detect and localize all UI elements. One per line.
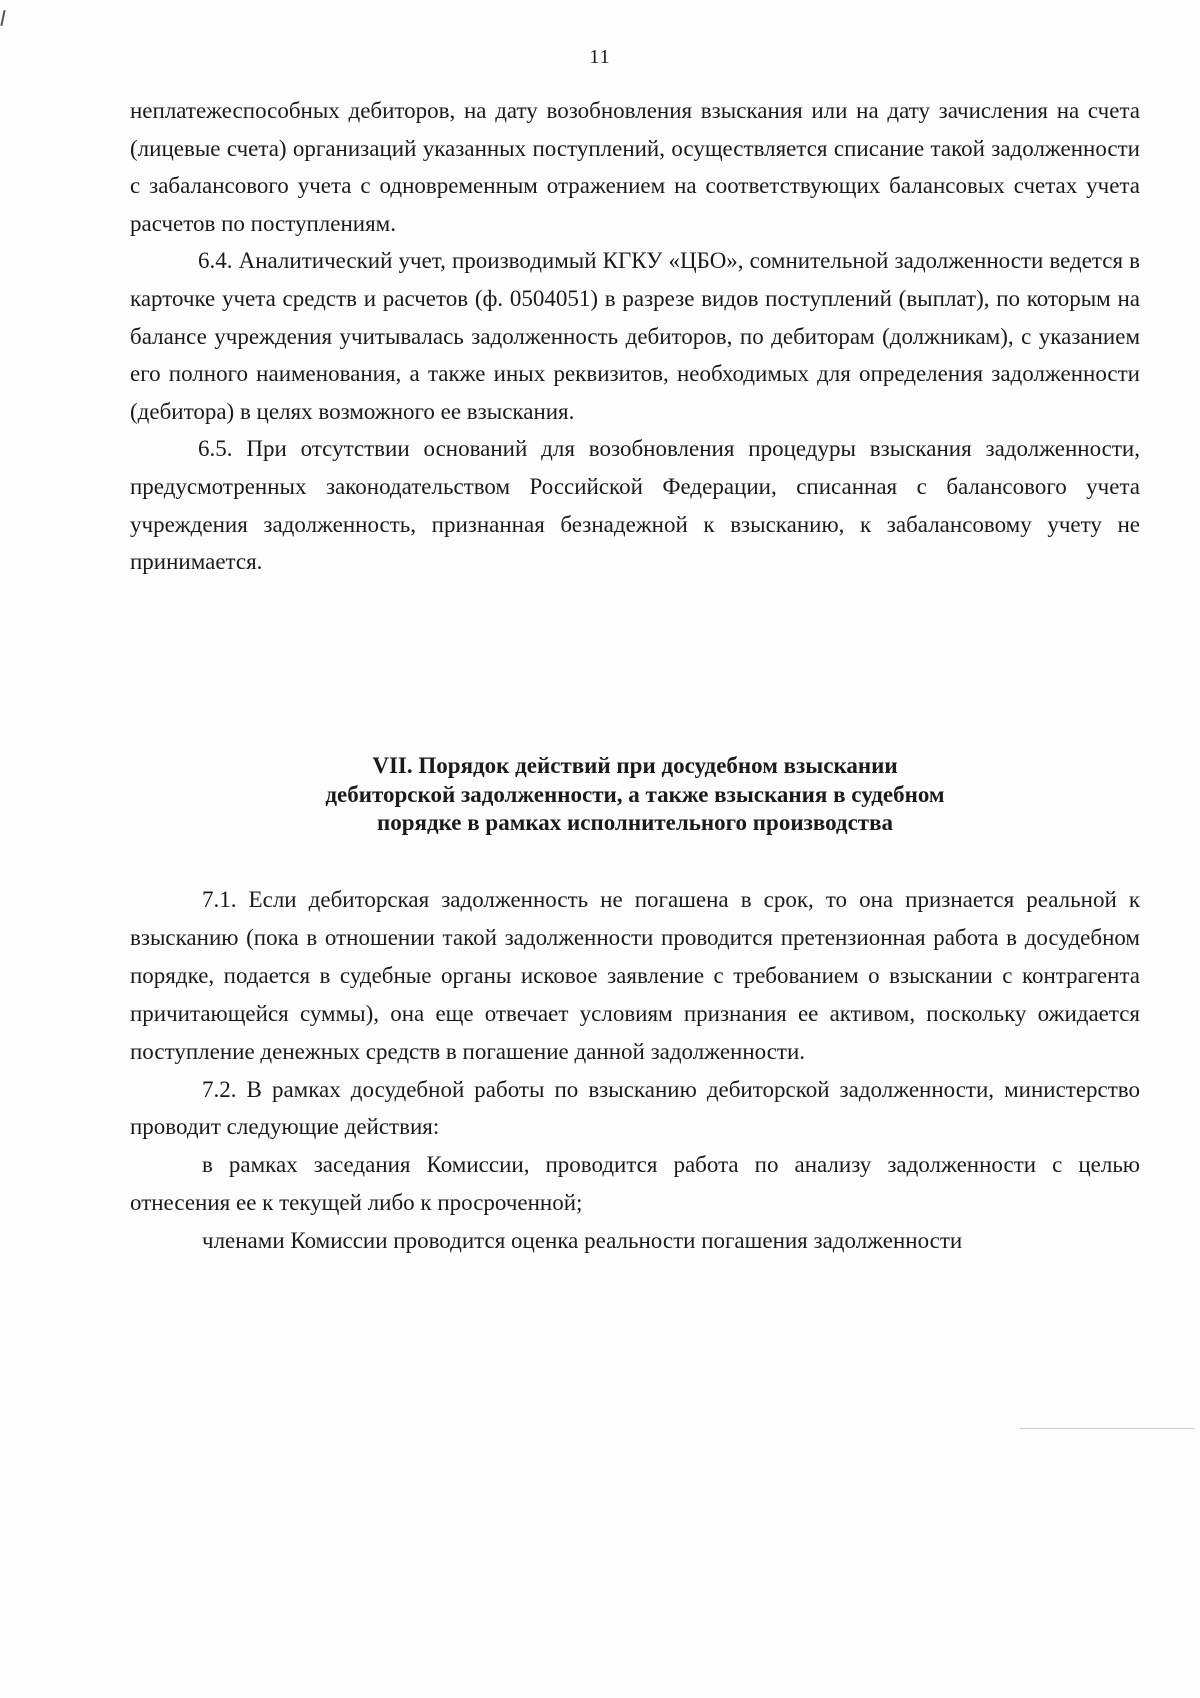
page-number: 11 <box>589 46 611 68</box>
paragraph-6-5: 6.5. При отсутствии оснований для возобновления процедуры взыскания задолженности, предусмотренных законодательством Российской Федерации, списанная с балансового учета учреждения задолженность, признанная безнадежной к взысканию, к забалансовому учету не принимается. <box>130 436 1140 575</box>
paragraph-list-item: в рамках заседания Комиссии, проводится работа по анализу задолженности с целью отнесения ее к текущей либо к просроченной; <box>130 1152 1140 1216</box>
section-7-body <box>130 881 1140 1260</box>
paragraph-7-2: 7.2. В рамках досудебной работы по взысканию дебиторской задолженности, министерство проводит следующие действия: <box>130 1076 1140 1140</box>
section-heading <box>130 752 1140 838</box>
paragraph-list-item: членами Комиссии проводится оценка реальности погашения задолженности <box>202 1228 963 1254</box>
section-heading-line: порядке в рамках исполнительного производства <box>376 810 893 835</box>
scan-artifact-line <box>1020 1428 1195 1429</box>
paragraph-7-1: 7.1. Если дебиторская задолженность не погашена в срок, то она признается реальной к взысканию (пока в отношении такой задолженности проводится претензионная работа в досудебном порядке, подается в судебные органы исковое заявление с требованием о взыскании с контрагента причитающейся суммы), она еще отвечает условиям признания ее активом, поскольку ожидается поступление денежных средств в погашение данной задолженности. <box>130 887 1140 1064</box>
section-heading-line: VII. Порядок действий при досудебном взыскании <box>372 753 898 778</box>
scan-edge-mark <box>0 10 5 26</box>
body-text-top <box>130 92 1140 581</box>
paragraph-6-4: 6.4. Аналитический учет, производимый КГКУ «ЦБО», сомнительной задолженности ведется в карточке учета средств и расчетов (ф. 0504051) в разрезе видов поступлений (выплат), по которым на балансе учреждения учитывалась задолженность дебиторов, по дебиторам (должникам), с указанием его полного наименования, а также иных реквизитов, необходимых для определения задолженности (дебитора) в целях возможного ее взыскания. <box>130 248 1140 424</box>
section-heading-line: дебиторской задолженности, а также взыскания в судебном <box>325 781 945 807</box>
paragraph-continuation: неплатежеспособных дебиторов, на дату возобновления взыскания или на дату зачисления на счета (лицевые счета) организаций указанных поступлений, осуществляется списание такой задолженности с забалансового учета с одновременным отражением на соответствующих балансовых счетах учета расчетов по поступлениям. <box>130 98 1140 236</box>
